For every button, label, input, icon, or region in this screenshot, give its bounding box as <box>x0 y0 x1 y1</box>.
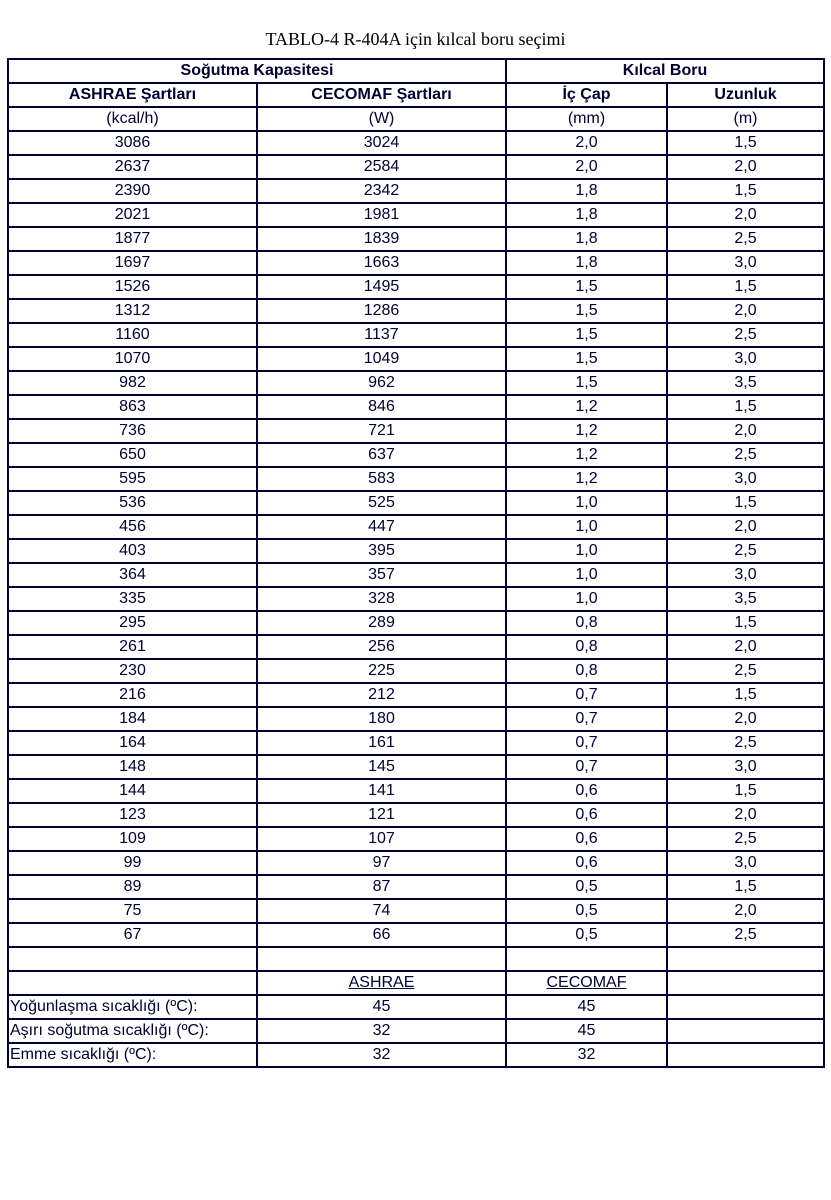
ashrae-capacity-cell: 364 <box>8 563 257 587</box>
ashrae-capacity-cell: 67 <box>8 923 257 947</box>
table-row <box>8 491 824 515</box>
cecomaf-capacity-cell: 1495 <box>257 275 506 299</box>
ashrae-capacity-cell: 1070 <box>8 347 257 371</box>
cecomaf-capacity-cell: 2584 <box>257 155 506 179</box>
cecomaf-capacity-cell: 721 <box>257 419 506 443</box>
cecomaf-capacity-cell: 846 <box>257 395 506 419</box>
length-cell: 1,5 <box>667 179 824 203</box>
group-header-row <box>8 59 824 83</box>
length-cell: 1,5 <box>667 395 824 419</box>
spacer-row <box>8 947 824 971</box>
conditions-header-row <box>8 971 824 995</box>
table-row <box>8 659 824 683</box>
table-row <box>8 395 824 419</box>
inner-diameter-cell: 0,8 <box>506 635 667 659</box>
inner-diameter-cell: 0,6 <box>506 803 667 827</box>
table-row <box>8 299 824 323</box>
inner-diameter-cell: 1,2 <box>506 419 667 443</box>
column-header-length: Uzunluk <box>667 83 824 107</box>
unit-inner-diameter: (mm) <box>506 107 667 131</box>
ashrae-capacity-cell: 164 <box>8 731 257 755</box>
ashrae-capacity-cell: 144 <box>8 779 257 803</box>
column-header-ashrae: ASHRAE Şartları <box>8 83 257 107</box>
ashrae-capacity-cell: 863 <box>8 395 257 419</box>
length-cell: 2,0 <box>667 707 824 731</box>
column-header-row <box>8 83 824 107</box>
empty-cell <box>667 1043 824 1067</box>
length-cell: 1,5 <box>667 875 824 899</box>
condition-label: Emme sıcaklığı (ºC): <box>8 1043 257 1067</box>
cecomaf-capacity-cell: 97 <box>257 851 506 875</box>
table-row <box>8 179 824 203</box>
ashrae-capacity-cell: 736 <box>8 419 257 443</box>
inner-diameter-cell: 1,8 <box>506 227 667 251</box>
cecomaf-capacity-cell: 87 <box>257 875 506 899</box>
conditions-header-cecomaf: CECOMAF <box>506 971 667 995</box>
table-row <box>8 539 824 563</box>
length-cell: 2,0 <box>667 899 824 923</box>
table-row <box>8 515 824 539</box>
length-cell: 2,5 <box>667 227 824 251</box>
length-cell: 3,0 <box>667 467 824 491</box>
ashrae-capacity-cell: 230 <box>8 659 257 683</box>
length-cell: 3,5 <box>667 587 824 611</box>
ashrae-capacity-cell: 403 <box>8 539 257 563</box>
condition-ashrae-value: 32 <box>257 1043 506 1067</box>
table-row <box>8 827 824 851</box>
table-row <box>8 443 824 467</box>
cecomaf-capacity-cell: 328 <box>257 587 506 611</box>
cecomaf-capacity-cell: 395 <box>257 539 506 563</box>
ashrae-capacity-cell: 184 <box>8 707 257 731</box>
capacity-group-header: Soğutma Kapasitesi <box>8 59 506 83</box>
inner-diameter-cell: 1,8 <box>506 179 667 203</box>
unit-cecomaf: (W) <box>257 107 506 131</box>
length-cell: 2,5 <box>667 731 824 755</box>
inner-diameter-cell: 1,0 <box>506 515 667 539</box>
ashrae-capacity-cell: 216 <box>8 683 257 707</box>
units-row <box>8 107 824 131</box>
ashrae-capacity-cell: 2637 <box>8 155 257 179</box>
inner-diameter-cell: 0,5 <box>506 899 667 923</box>
inner-diameter-cell: 0,8 <box>506 659 667 683</box>
inner-diameter-cell: 0,8 <box>506 611 667 635</box>
inner-diameter-cell: 2,0 <box>506 155 667 179</box>
ashrae-capacity-cell: 75 <box>8 899 257 923</box>
inner-diameter-cell: 1,2 <box>506 467 667 491</box>
cecomaf-capacity-cell: 1981 <box>257 203 506 227</box>
column-header-inner-diameter: İç Çap <box>506 83 667 107</box>
length-cell: 2,5 <box>667 539 824 563</box>
table-row <box>8 251 824 275</box>
inner-diameter-cell: 1,0 <box>506 491 667 515</box>
ashrae-capacity-cell: 148 <box>8 755 257 779</box>
table-row <box>8 563 824 587</box>
length-cell: 2,5 <box>667 443 824 467</box>
ashrae-capacity-cell: 2390 <box>8 179 257 203</box>
cecomaf-capacity-cell: 121 <box>257 803 506 827</box>
table-row <box>8 731 824 755</box>
length-cell: 1,5 <box>667 683 824 707</box>
condition-ashrae-value: 45 <box>257 995 506 1019</box>
cecomaf-capacity-cell: 161 <box>257 731 506 755</box>
length-cell: 2,0 <box>667 299 824 323</box>
inner-diameter-cell: 1,8 <box>506 251 667 275</box>
condition-label: Yoğunlaşma sıcaklığı (ºC): <box>8 995 257 1019</box>
table-row <box>8 275 824 299</box>
length-cell: 3,5 <box>667 371 824 395</box>
cecomaf-capacity-cell: 107 <box>257 827 506 851</box>
cecomaf-capacity-cell: 225 <box>257 659 506 683</box>
length-cell: 1,5 <box>667 491 824 515</box>
cecomaf-capacity-cell: 212 <box>257 683 506 707</box>
ashrae-capacity-cell: 1312 <box>8 299 257 323</box>
table-row <box>8 707 824 731</box>
cecomaf-capacity-cell: 1839 <box>257 227 506 251</box>
empty-cell <box>257 947 506 971</box>
ashrae-capacity-cell: 295 <box>8 611 257 635</box>
table-row <box>8 587 824 611</box>
cecomaf-capacity-cell: 637 <box>257 443 506 467</box>
ashrae-capacity-cell: 1526 <box>8 275 257 299</box>
condition-row <box>8 1019 824 1043</box>
ashrae-capacity-cell: 1160 <box>8 323 257 347</box>
inner-diameter-cell: 1,8 <box>506 203 667 227</box>
inner-diameter-cell: 0,5 <box>506 875 667 899</box>
table-row <box>8 923 824 947</box>
empty-cell <box>8 971 257 995</box>
table-row <box>8 323 824 347</box>
length-cell: 3,0 <box>667 251 824 275</box>
condition-cecomaf-value: 45 <box>506 995 667 1019</box>
cecomaf-capacity-cell: 141 <box>257 779 506 803</box>
length-cell: 3,0 <box>667 851 824 875</box>
condition-row <box>8 1043 824 1067</box>
cecomaf-capacity-cell: 357 <box>257 563 506 587</box>
unit-length: (m) <box>667 107 824 131</box>
inner-diameter-cell: 1,5 <box>506 299 667 323</box>
table-row <box>8 611 824 635</box>
length-cell: 2,5 <box>667 923 824 947</box>
length-cell: 2,0 <box>667 419 824 443</box>
cecomaf-capacity-cell: 289 <box>257 611 506 635</box>
length-cell: 1,5 <box>667 611 824 635</box>
table-row <box>8 347 824 371</box>
ashrae-capacity-cell: 595 <box>8 467 257 491</box>
length-cell: 2,0 <box>667 155 824 179</box>
condition-cecomaf-value: 45 <box>506 1019 667 1043</box>
inner-diameter-cell: 0,6 <box>506 779 667 803</box>
table-row <box>8 803 824 827</box>
table-row <box>8 779 824 803</box>
cecomaf-capacity-cell: 74 <box>257 899 506 923</box>
ashrae-capacity-cell: 3086 <box>8 131 257 155</box>
inner-diameter-cell: 0,6 <box>506 827 667 851</box>
condition-cecomaf-value: 32 <box>506 1043 667 1067</box>
table-row <box>8 851 824 875</box>
empty-cell <box>667 995 824 1019</box>
cecomaf-capacity-cell: 525 <box>257 491 506 515</box>
empty-cell <box>667 971 824 995</box>
empty-cell <box>667 1019 824 1043</box>
ashrae-capacity-cell: 261 <box>8 635 257 659</box>
length-cell: 2,0 <box>667 515 824 539</box>
ashrae-capacity-cell: 109 <box>8 827 257 851</box>
table-row <box>8 467 824 491</box>
ashrae-capacity-cell: 123 <box>8 803 257 827</box>
length-cell: 3,0 <box>667 755 824 779</box>
condition-label: Aşırı soğutma sıcaklığı (ºC): <box>8 1019 257 1043</box>
inner-diameter-cell: 0,5 <box>506 923 667 947</box>
ashrae-capacity-cell: 1697 <box>8 251 257 275</box>
cecomaf-capacity-cell: 145 <box>257 755 506 779</box>
length-cell: 3,0 <box>667 563 824 587</box>
capillary-group-header: Kılcal Boru <box>506 59 824 83</box>
column-header-cecomaf: CECOMAF Şartları <box>257 83 506 107</box>
inner-diameter-cell: 0,7 <box>506 707 667 731</box>
table-row <box>8 635 824 659</box>
cecomaf-capacity-cell: 3024 <box>257 131 506 155</box>
table-row <box>8 419 824 443</box>
ashrae-capacity-cell: 99 <box>8 851 257 875</box>
cecomaf-capacity-cell: 962 <box>257 371 506 395</box>
inner-diameter-cell: 0,7 <box>506 731 667 755</box>
ashrae-capacity-cell: 2021 <box>8 203 257 227</box>
cecomaf-capacity-cell: 1286 <box>257 299 506 323</box>
table-row <box>8 131 824 155</box>
length-cell: 2,5 <box>667 323 824 347</box>
cecomaf-capacity-cell: 1049 <box>257 347 506 371</box>
length-cell: 2,0 <box>667 635 824 659</box>
cecomaf-capacity-cell: 180 <box>257 707 506 731</box>
length-cell: 2,0 <box>667 203 824 227</box>
ashrae-capacity-cell: 1877 <box>8 227 257 251</box>
inner-diameter-cell: 2,0 <box>506 131 667 155</box>
length-cell: 2,5 <box>667 659 824 683</box>
ashrae-capacity-cell: 456 <box>8 515 257 539</box>
ashrae-capacity-cell: 650 <box>8 443 257 467</box>
inner-diameter-cell: 1,5 <box>506 323 667 347</box>
table-row <box>8 755 824 779</box>
table-row <box>8 875 824 899</box>
cecomaf-capacity-cell: 66 <box>257 923 506 947</box>
inner-diameter-cell: 1,2 <box>506 395 667 419</box>
inner-diameter-cell: 1,5 <box>506 347 667 371</box>
table-row <box>8 227 824 251</box>
length-cell: 2,5 <box>667 827 824 851</box>
conditions-header-ashrae: ASHRAE <box>257 971 506 995</box>
length-cell: 1,5 <box>667 131 824 155</box>
condition-ashrae-value: 32 <box>257 1019 506 1043</box>
cecomaf-capacity-cell: 447 <box>257 515 506 539</box>
ashrae-capacity-cell: 335 <box>8 587 257 611</box>
table-row <box>8 155 824 179</box>
length-cell: 3,0 <box>667 347 824 371</box>
table-row <box>8 683 824 707</box>
length-cell: 1,5 <box>667 275 824 299</box>
inner-diameter-cell: 0,6 <box>506 851 667 875</box>
cecomaf-capacity-cell: 583 <box>257 467 506 491</box>
cecomaf-capacity-cell: 1137 <box>257 323 506 347</box>
empty-cell <box>506 947 667 971</box>
unit-ashrae: (kcal/h) <box>8 107 257 131</box>
inner-diameter-cell: 1,2 <box>506 443 667 467</box>
condition-row <box>8 995 824 1019</box>
inner-diameter-cell: 1,5 <box>506 371 667 395</box>
cecomaf-capacity-cell: 256 <box>257 635 506 659</box>
length-cell: 1,5 <box>667 779 824 803</box>
capillary-selection-table <box>7 58 825 1068</box>
table-row <box>8 371 824 395</box>
ashrae-capacity-cell: 536 <box>8 491 257 515</box>
cecomaf-capacity-cell: 1663 <box>257 251 506 275</box>
length-cell: 2,0 <box>667 803 824 827</box>
ashrae-capacity-cell: 982 <box>8 371 257 395</box>
empty-cell <box>8 947 257 971</box>
ashrae-capacity-cell: 89 <box>8 875 257 899</box>
empty-cell <box>667 947 824 971</box>
table-row <box>8 899 824 923</box>
inner-diameter-cell: 1,0 <box>506 539 667 563</box>
inner-diameter-cell: 1,5 <box>506 275 667 299</box>
inner-diameter-cell: 1,0 <box>506 563 667 587</box>
cecomaf-capacity-cell: 2342 <box>257 179 506 203</box>
table-row <box>8 203 824 227</box>
inner-diameter-cell: 0,7 <box>506 683 667 707</box>
inner-diameter-cell: 1,0 <box>506 587 667 611</box>
inner-diameter-cell: 0,7 <box>506 755 667 779</box>
table-title: TABLO-4 R-404A için kılcal boru seçimi <box>265 29 566 49</box>
